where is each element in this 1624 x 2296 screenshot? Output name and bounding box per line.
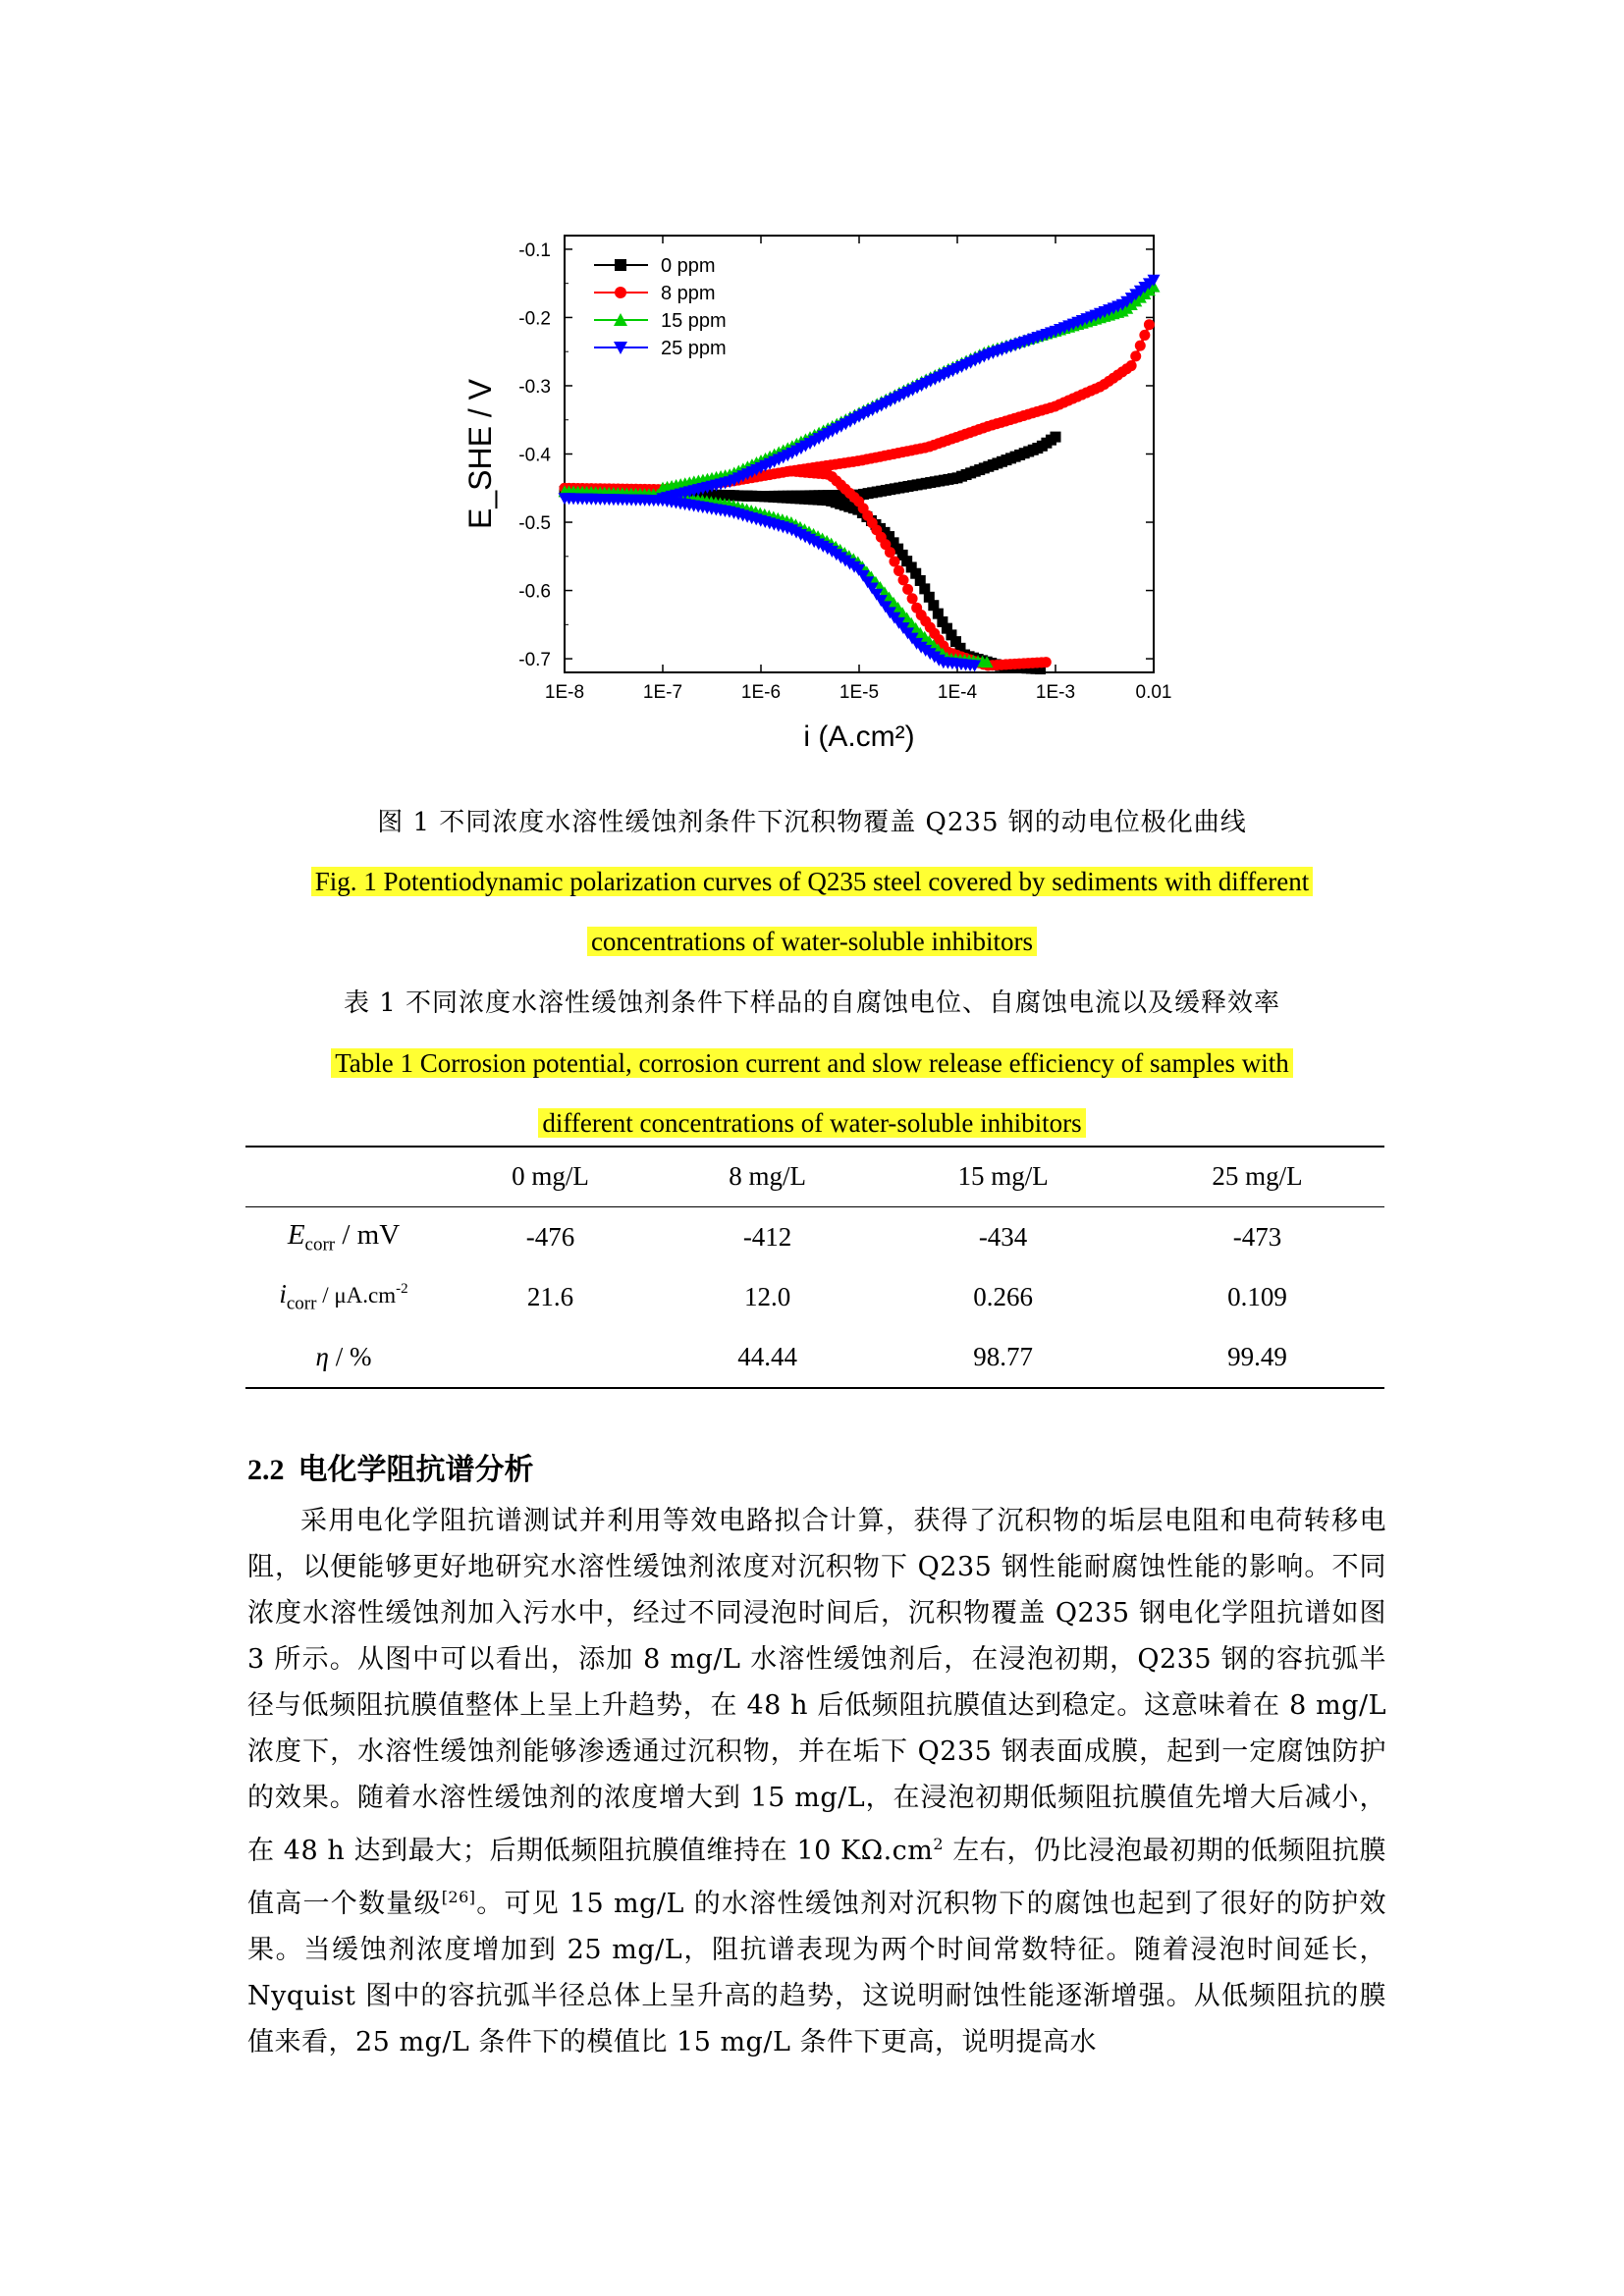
x-axis-label: i (A.cm²): [803, 721, 915, 753]
data-point: [898, 574, 909, 585]
data-point: [1139, 330, 1150, 341]
series-line: [565, 492, 1041, 669]
y-tick-label: -0.1: [518, 240, 551, 261]
row-label-icorr: $i_{corr} / \mu A.cm^{-2}$: [279, 1279, 408, 1314]
y-tick-label: -0.3: [518, 376, 551, 398]
table-cell: 12.0: [743, 1282, 791, 1311]
table-cell: -412: [742, 1222, 792, 1252]
y-tick-label: -0.2: [518, 308, 551, 330]
table-cell: 21.6: [526, 1282, 574, 1311]
figure-caption-en-line1: Fig. 1 Potentiodynamic polarization curves of Q235 steel covered by sediments with different: [311, 867, 1314, 896]
series-line: [790, 325, 1149, 471]
results-table: [245, 1147, 1384, 1389]
table-row: [245, 1267, 1384, 1327]
data-point: [902, 584, 913, 595]
table-header-cell: 8 mg/L: [659, 1147, 876, 1207]
data-point: [1126, 360, 1137, 371]
data-point: [615, 259, 626, 271]
data-point: [1051, 432, 1061, 443]
table-header-cell: 0 mg/L: [442, 1147, 659, 1207]
table-cell: -473: [1232, 1222, 1282, 1252]
body-paragraph: 采用电化学阻抗谱测试并利用等效电路拟合计算，获得了沉积物的垢层电阻和电荷转移电阻，以便能够更好地研究水溶性缓蚀剂浓度对沉积物下 Q235 钢性能耐腐蚀性能的影响。不同浓度水溶性缓蚀剂加入污水中，经过不同浸泡时间后，沉积物覆盖 Q235 钢电化学阻抗谱如图 3 所示。从图中可以看出，添加 8 mg/L 水溶性缓蚀剂后，在浸泡初期，Q235 钢的容抗弧半径与低频阻抗膜值整体上呈上升趋势，在 48 h 后低频阻抗膜值达到稳定。这意味着在 8 mg/L 浓度下，水溶性缓蚀剂能够渗透通过沉积物，并在垢下 Q235 钢表面成膜，起到一定腐蚀防护的效果。随着水溶性缓蚀剂的浓度增大到 15 mg/L，在浸泡初期低频阻抗膜值先增大后减小，在 48 h 达到最大；后期低频阻抗膜值维持在 10 $K\Omega.cm^2$ 左右，仍比浸泡最初期的低频阻抗膜值高一个数量级[26]。可见 15 mg/L 的水溶性缓蚀剂对沉积物下的腐蚀也起到了很好的防护效果。当缓蚀剂浓度增加到 25 mg/L，阻抗谱表现为两个时间常数特征。随着浸泡时间延长，Nyquist 图中的容抗弧半径总体上呈升高的趋势，这说明耐蚀性能逐渐增强。从低频阻抗的膜值来看，25 mg/L 条件下的模值比 15 mg/L 条件下更高，说明提高水: [247, 1506, 1387, 2057]
table-cell: 99.49: [1130, 1327, 1384, 1388]
data-point: [1041, 657, 1052, 667]
row-label-eta: η / %: [245, 1327, 442, 1388]
table-header-cell: [245, 1147, 442, 1207]
legend-label: 0 ppm: [661, 255, 716, 277]
data-point: [885, 547, 895, 558]
x-tick-label: 1E-5: [839, 682, 880, 703]
x-tick-label: 1E-3: [1035, 682, 1076, 703]
y-axis-label: E_SHE / V: [462, 379, 498, 529]
legend-label: 15 ppm: [661, 310, 727, 332]
y-tick-label: -0.4: [518, 445, 551, 466]
polarization-chart: [432, 221, 1178, 771]
figure-caption-cn: 图 1 不同浓度水溶性缓蚀剂条件下沉积物覆盖 Q235 钢的动电位极化曲线: [377, 808, 1247, 837]
table-cell: 0.109: [1227, 1282, 1287, 1311]
table-cell: -434: [978, 1222, 1028, 1252]
x-tick-label: 1E-7: [642, 682, 683, 703]
table-cell: 44.44: [659, 1327, 876, 1388]
table-cell: -476: [525, 1222, 575, 1252]
data-point: [1130, 350, 1141, 361]
legend-label: 25 ppm: [661, 338, 727, 359]
data-point: [889, 557, 899, 567]
table-caption-en-line1: Table 1 Corrosion potential, corrosion current and slow release efficiency of samples with: [331, 1048, 1293, 1078]
row-label-ecorr: $E_{corr}$ / mV: [287, 1218, 401, 1255]
table-header-row: [245, 1147, 1384, 1207]
x-tick-label: 1E-6: [740, 682, 782, 703]
table-cell: 0.266: [973, 1282, 1033, 1311]
table-caption-en-line2: different concentrations of water-soluble inhibitors: [538, 1108, 1085, 1138]
table-row: [245, 1327, 1384, 1388]
data-point: [893, 565, 904, 576]
data-point: [615, 287, 626, 298]
legend-label: 8 ppm: [661, 283, 716, 304]
figure-caption-en-line2: concentrations of water-soluble inhibitors: [587, 927, 1037, 956]
table-cell: [442, 1327, 659, 1388]
data-point: [1135, 341, 1146, 351]
x-tick-label: 1E-4: [937, 682, 978, 703]
y-tick-label: -0.7: [518, 650, 551, 671]
table-row: [245, 1207, 1384, 1268]
data-point: [907, 593, 918, 604]
data-point: [1144, 319, 1155, 330]
table-header-cell: 25 mg/L: [1130, 1147, 1384, 1207]
table-caption-cn: 表 1 不同浓度水溶性缓蚀剂条件下样品的自腐蚀电位、自腐蚀电流以及缓释效率: [343, 988, 1281, 1018]
y-tick-label: -0.5: [518, 513, 551, 535]
y-tick-label: -0.6: [518, 581, 551, 603]
table-cell: 98.77: [876, 1327, 1130, 1388]
x-tick-label: 0.01: [1135, 682, 1172, 703]
section-heading: 2.2 电化学阻抗谱分析: [247, 1453, 534, 1487]
table-header-cell: 15 mg/L: [876, 1147, 1130, 1207]
plot-frame: [565, 236, 1154, 672]
x-tick-label: 1E-8: [544, 682, 585, 703]
